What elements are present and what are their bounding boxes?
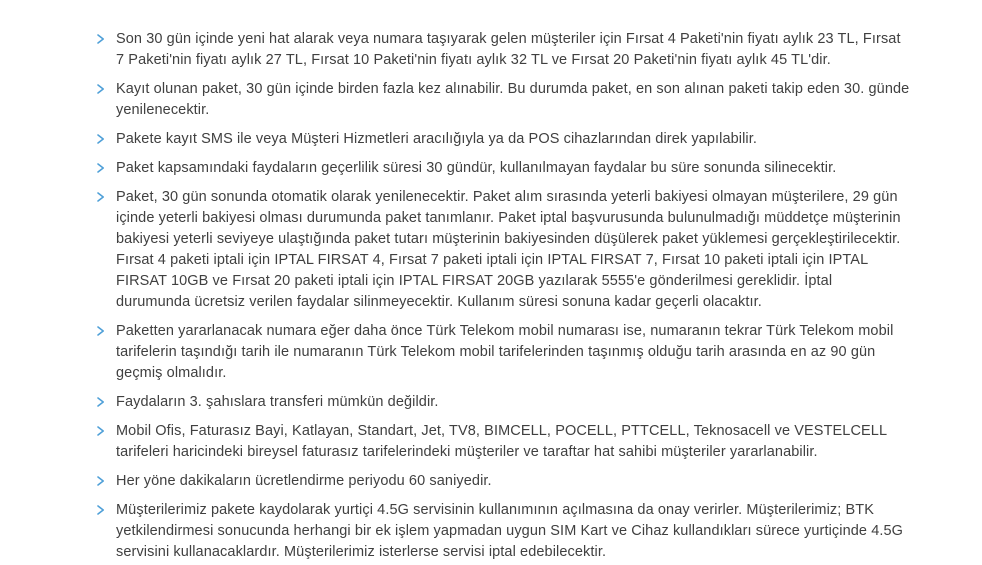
term-text: Mobil Ofis, Faturasız Bayi, Katlayan, Standart, Jet, TV8, BIMCELL, POCELL, PTTCELL, Teknosacell ve VESTELCELL tarifeleri haricindeki bireysel faturasız tarifelerindeki müşteriler ve taraftar hat sahibi müşteriler yararlanabilir. [116, 423, 887, 460]
term-item [95, 187, 910, 313]
chevron-right-icon [95, 396, 106, 408]
terms-list [95, 29, 910, 563]
chevron-right-icon [95, 162, 106, 174]
chevron-right-icon [95, 83, 106, 95]
term-item [95, 29, 910, 71]
term-text: Paket, 30 gün sonunda otomatik olarak yenilenecektir. Paket alım sırasında yeterli bakiyesi olmayan müşterilere, 29 gün içinde yeterli bakiyesi olması durumunda paket tanımlanır. Paket iptal başvurusunda bulunulmadığı müddetçe müşterinin bakiyesi yeterli seviyeye ulaştığında paket tutarı müşterinin bakiyesinden düşülerek paket yüklemesi gerçekleştirilecektir. Fırsat 4 paketi iptali için IPTAL FIRSAT 4, Fırsat 7 paketi iptali için IPTAL FIRSAT 7, Fırsat 10 paketi iptali için IPTAL FIRSAT 10GB ve Fırsat 20 paketi iptali için IPTAL FIRSAT 20GB yazılarak 5555'e gönderilmesi gereklidir. İptal durumunda ücretsiz verilen faydalar silinmeyecektir. Kullanım süresi sonuna kadar geçerli olacaktır. [116, 189, 901, 310]
term-item [95, 392, 910, 413]
term-item [95, 158, 910, 179]
chevron-right-icon [95, 133, 106, 145]
chevron-right-icon [95, 325, 106, 337]
term-item [95, 421, 910, 463]
term-text: Faydaların 3. şahıslara transferi mümkün değildir. [116, 394, 439, 410]
term-text: Kayıt olunan paket, 30 gün içinde birden fazla kez alınabilir. Bu durumda paket, en son alınan paketi takip eden 30. günde yenilenecektir. [116, 81, 910, 118]
term-text: Her yöne dakikaların ücretlendirme periyodu 60 saniyedir. [116, 473, 492, 489]
term-text: Pakete kayıt SMS ile veya Müşteri Hizmetleri aracılığıyla ya da POS cihazlarından direk yapılabilir. [116, 131, 758, 147]
term-item [95, 500, 910, 563]
term-text: Paket kapsamındaki faydaların geçerlilik süresi 30 gündür, kullanılmayan faydalar bu süre sonunda silinecektir. [116, 160, 837, 176]
chevron-right-icon [95, 475, 106, 487]
chevron-right-icon [95, 191, 106, 203]
term-item [95, 129, 910, 150]
chevron-right-icon [95, 425, 106, 437]
chevron-right-icon [95, 33, 106, 45]
term-item [95, 79, 910, 121]
term-item [95, 321, 910, 384]
term-text: Müşterilerimiz pakete kaydolarak yurtiçi 4.5G servisinin kullanımının açılmasına da onay verirler. Müşterilerimiz; BTK yetkilendirmesi sonucunda herhangi bir ek işlem yapmadan uygun SIM Kart ve Cihaz kullandıkları sürece yurtiçinde 4.5G servisini kullanacaklardır. Müşterilerimiz isterlerse servisi iptal edebilecektir. [116, 502, 904, 560]
term-item [95, 471, 910, 492]
chevron-right-icon [95, 504, 106, 516]
term-text: Son 30 gün içinde yeni hat alarak veya numara taşıyarak gelen müşteriler için Fırsat 4 Paketi'nin fiyatı aylık 23 TL, Fırsat 7 Paketi'nin fiyatı aylık 27 TL, Fırsat 10 Paketi'nin fiyatı aylık 32 TL ve Fırsat 20 Paketi'nin fiyatı aylık 45 TL'dir. [116, 31, 901, 68]
term-text: Paketten yararlanacak numara eğer daha önce Türk Telekom mobil numarası ise, numaranın tekrar Türk Telekom mobil tarifelerin taşındığı tarih ile numaranın Türk Telekom mobil tarifelerinden taşınmış olduğu tarih arasında en az 90 gün geçmiş olmalıdır. [116, 323, 894, 381]
